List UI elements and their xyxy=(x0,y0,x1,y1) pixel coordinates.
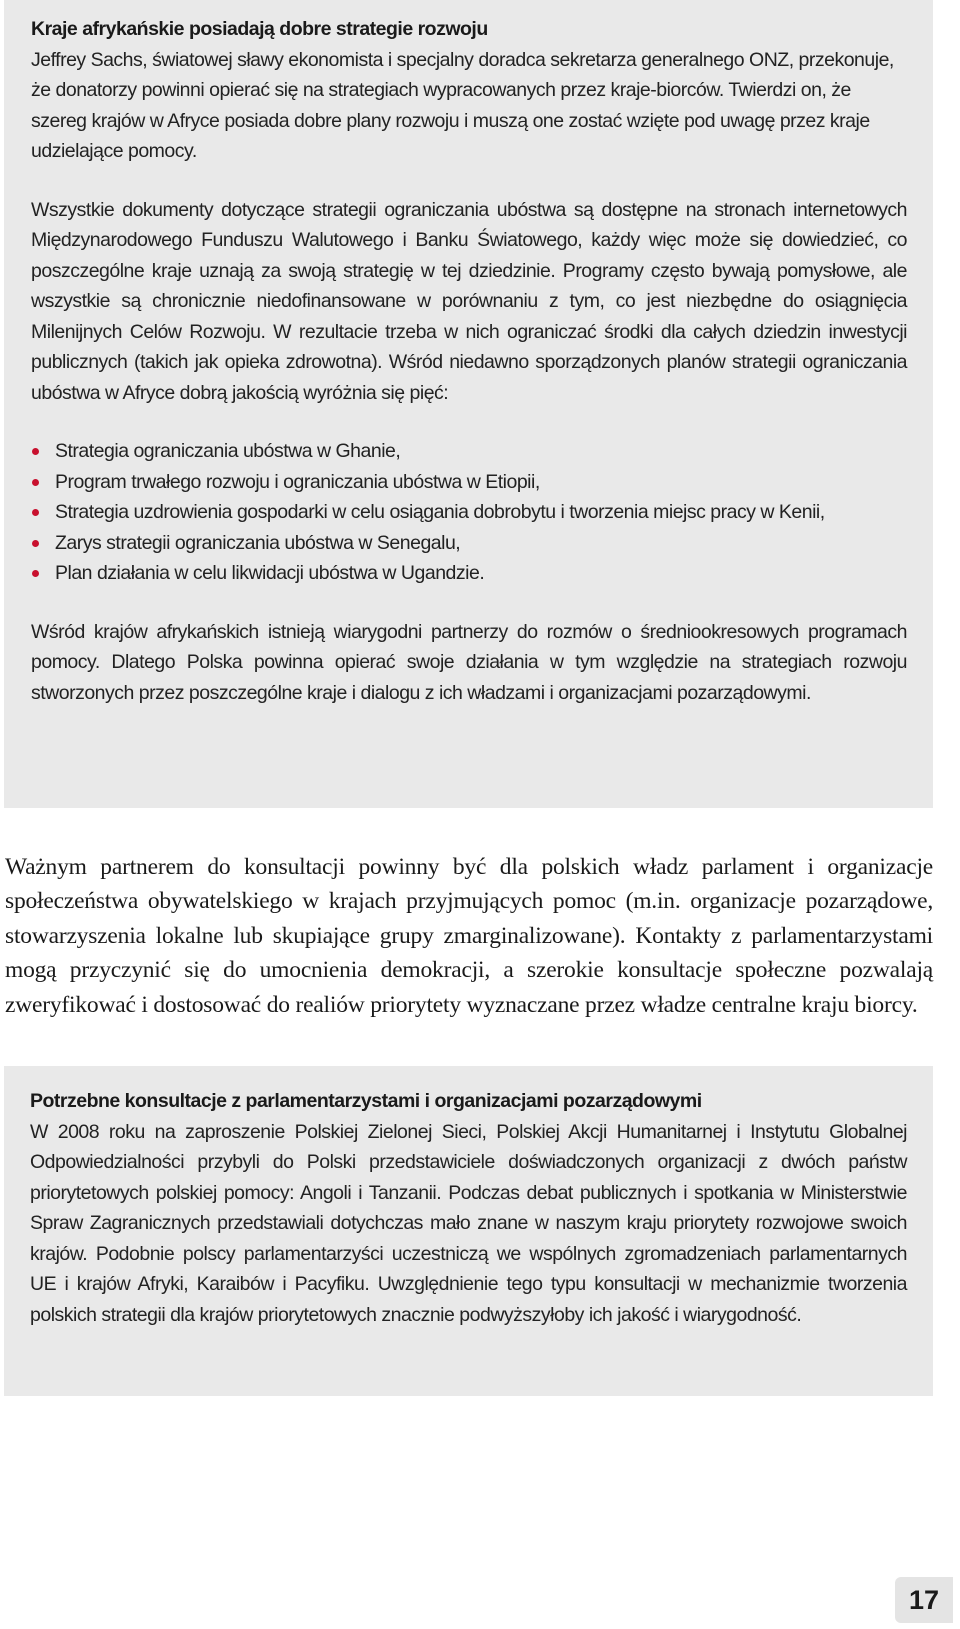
strategy-list xyxy=(31,436,907,589)
list-item: Plan działania w celu likwidacji ubóstwa w Ugandzie. xyxy=(31,558,907,589)
box-paragraph: Wśród krajów afrykańskich istnieją wiarygodni partnerzy do rozmów o średniookresowych programach pomocy. Dlatego Polska powinna opierać swoje działania w tym względzie na strategiach rozwoju stworzonych przez poszczególne kraje i dialogu z ich władzami i organizacjami pozarządowymi. xyxy=(31,620,907,704)
box-paragraph: W 2008 roku na zaproszenie Polskiej Zielonej Sieci, Polskiej Akcji Humanitarnej i Instytutu Globalnej Odpowiedzialności przybyli do Polski przedstawiciele doświadczonych organizacji z dwóch państw priorytetowych polskiej pomocy: Angoli i Tanzanii. Podczas debat publicznych i spotkania w Ministerstwie Spraw Zagranicznych przedstawiali dotychczas mało znane w naszym kraju priorytety rozwojowe swoich krajów. Podobnie polscy parlamentarzyści uczestniczą we wspólnych zgromadzeniach parlamentarnych UE i krajów Afryki, Karaibów i Pacyfiku. Uwzględnienie tego typu konsultacji w mechanizmie tworzenia polskich strategii dla krajów priorytetowych znacznie podwyższyłoby ich jakość i wiarygodność. xyxy=(30,1120,907,1326)
box-title: Kraje afrykańskie posiadają dobre strategie rozwoju xyxy=(31,18,488,40)
box-intro-paragraph: Jeffrey Sachs, światowej sławy ekonomista i specjalny doradca sekretarza generalnego ONZ, przekonuje, że donatorzy powinni opierać się na strategiach wypracowanych przez kraje-biorców. Twierdzi on, że szereg krajów w Afryce posiada dobre plany rozwoju i muszą one zostać wzięte pod uwagę przez kraje udzielające pomocy. xyxy=(31,48,894,162)
bullet-icon xyxy=(32,540,39,547)
sidebar-box-consultations xyxy=(4,1066,933,1396)
list-item: Strategia ograniczania ubóstwa w Ghanie, xyxy=(31,436,907,467)
bullet-icon xyxy=(32,448,39,455)
bullet-icon xyxy=(32,479,39,486)
main-paragraph: Ważnym partnerem do konsultacji powinny być dla polskich władz parlament i organizacje społeczeństwa obywatelskiego w krajach przyjmujących pomoc (m.in. organizacje pozarządowe, stowarzyszenia lokalne lub skupiające grupy zmarginalizowane). Kontakty z parlamentarzystami mogą przyczynić się do umocnienia demokracji, a szerokie konsultacje społeczne pozwalają zweryfikować i dostosować do realiów priorytety wyznaczane przez władze centralne kraju biorcy. xyxy=(5,853,933,1018)
sidebar-box-african-strategies xyxy=(4,0,933,808)
bullet-icon xyxy=(32,509,39,516)
box-paragraph: Wszystkie dokumenty dotyczące strategii ograniczania ubóstwa są dostępne na stronach internetowych Międzynarodowego Funduszu Walutowego i Banku Światowego, każdy więc może się dowiedzieć, co poszczególne kraje uznają za swoją strategię w tej dziedzinie. Programy często bywają pomysłowe, ale wszystkie są chronicznie niedofinansowane w porównaniu z tym, co jest niezbędne do osiągnięcia Milenijnych Celów Rozwoju. W rezultacie trzeba w nich ograniczać środki dla całych dziedzin inwestycji publicznych (takich jak opieka zdrowotna). Wśród niedawno sporządzonych planów strategii ograniczania ubóstwa w Afryce dobrą jakością wyróżnia się pięć: xyxy=(31,198,907,404)
list-item: Program trwałego rozwoju i ograniczania ubóstwa w Etiopii, xyxy=(31,467,907,498)
box-title: Potrzebne konsultacje z parlamentarzystami i organizacjami pozarządowymi xyxy=(30,1090,702,1112)
bullet-icon xyxy=(32,570,39,577)
list-item: Zarys strategii ograniczania ubóstwa w Senegalu, xyxy=(31,528,907,559)
page-number: 17 xyxy=(895,1577,953,1623)
list-item: Strategia uzdrowienia gospodarki w celu osiągania dobrobytu i tworzenia miejsc pracy w Kenii, xyxy=(31,497,907,528)
